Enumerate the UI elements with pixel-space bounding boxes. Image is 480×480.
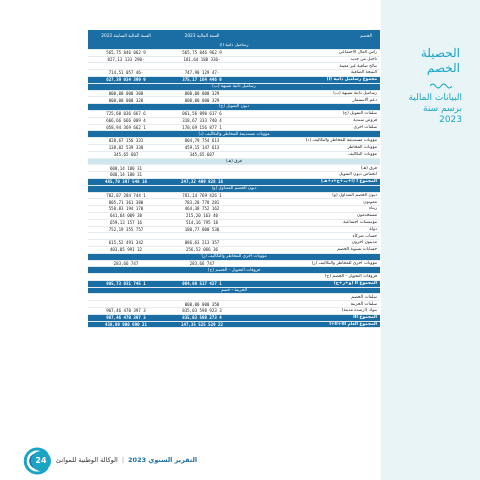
row-label: رساميل ذاتية شبيهة (ب)	[240, 90, 380, 97]
value-previous-year: 757 355 752,19	[88, 226, 164, 233]
value-current-year: 747 283,66	[164, 260, 240, 267]
value-previous-year: 32 991 403,05	[88, 246, 164, 253]
row-label: سلفات أخرى	[240, 124, 380, 131]
row-label: دولة	[240, 226, 380, 233]
value-previous-year: 1 745 031 985,73	[88, 280, 164, 287]
row-label: نتائج صافية غير معينة	[240, 63, 380, 70]
footer-text: التقرير السنوي 2023|الوكالة الوطنية للموانئ	[56, 456, 198, 464]
row-label: زبناء	[240, 206, 380, 213]
balance-sheet-liabilities-table	[88, 30, 380, 328]
table-row	[88, 240, 380, 247]
row-label: مؤونات مستديمة للمخاطر والتكاليف (د)	[240, 138, 380, 145]
row-label: مستخدمون	[240, 212, 380, 219]
value-previous-year	[88, 301, 164, 308]
value-current-year: 1 426 769 781,14	[164, 192, 240, 199]
table-row	[88, 260, 380, 267]
row-label: حسابات تسوية الخصم	[240, 246, 380, 253]
title-line-2: الخصم	[426, 61, 460, 75]
row-label: المجموع العام I+II+III	[240, 321, 380, 328]
value-current-year: -47 129 747,90	[164, 70, 240, 77]
value-previous-year: 3 397 470 967,46	[88, 314, 164, 321]
value-previous-year	[88, 294, 164, 301]
value-current-year: 530 000 180,77	[164, 226, 240, 233]
value-previous-year	[88, 233, 164, 240]
total-row	[88, 321, 380, 328]
value-current-year: 329 000 000,00	[164, 97, 240, 104]
table-row	[88, 172, 380, 179]
value-current-year	[164, 165, 240, 172]
value-current-year: 1 427 517 064,80	[164, 280, 240, 287]
table-row	[88, 49, 380, 56]
table-row	[88, 117, 380, 124]
row-label: حساب شركاء	[240, 233, 380, 240]
value-current-year: -336 188 181,64	[164, 56, 240, 63]
title-line-1: الحصيلة	[420, 46, 460, 60]
report-title: التقرير السنوي 2023	[128, 456, 198, 464]
section-header-row	[88, 131, 380, 138]
section-header-row	[88, 287, 380, 294]
value-previous-year: 38 009 641,64	[88, 212, 164, 219]
value-previous-year: 31 180 608,14	[88, 165, 164, 172]
row-label: مؤسسات اجتماعية	[240, 219, 380, 226]
value-current-year: 9 962 846 565,75	[164, 49, 240, 56]
page-footer	[0, 443, 480, 480]
table-row	[88, 212, 380, 219]
section-header-label: ديون الخصم المتداول (و)	[88, 185, 380, 192]
section-header-label: رساميل ذاتية (أ)	[88, 43, 380, 49]
agency-name: الوكالة الوطنية للموانئ	[56, 456, 118, 464]
row-label: دعم الاستثمار	[240, 97, 380, 104]
value-previous-year: 380 361 805,71	[88, 199, 164, 206]
table-row	[88, 246, 380, 253]
section-header-row	[88, 267, 380, 274]
header-item: الخصم	[240, 30, 380, 43]
section-title	[421, 46, 460, 76]
subtitle-line-1: البيانات المالية	[408, 93, 462, 103]
value-previous-year: -290 133 827,13	[88, 56, 164, 63]
value-current-year: 607 345,65	[164, 151, 240, 158]
value-previous-year: 330 539 138,02	[88, 144, 164, 151]
value-current-year	[164, 294, 240, 301]
value-previous-year: 331 156 828,67	[88, 138, 164, 145]
section-header-row	[88, 253, 380, 260]
value-previous-year	[88, 274, 164, 281]
table-row	[88, 144, 380, 151]
value-current-year: 329 000 000,00	[164, 90, 240, 97]
row-label: مؤونات المخاطر	[240, 144, 380, 151]
table-row	[88, 56, 380, 63]
value-current-year: 6 617 890 061,56	[164, 110, 240, 117]
value-previous-year: 31 180 608,14	[88, 172, 164, 179]
header-current-year: السنة المالية 2023	[164, 30, 240, 43]
section-header-row	[88, 185, 380, 192]
section-header-label: الخزينة - خصم	[88, 287, 380, 294]
value-current-year: 350 000 000,00	[164, 301, 240, 308]
value-previous-year: 6 667 036 725,60	[88, 110, 164, 117]
row-label: سلفات الخزينة	[240, 301, 380, 308]
row-label: النتيجة الصافية	[240, 70, 380, 77]
row-label: المجموع I (أ+ب+ج+د+هـ)	[240, 178, 380, 185]
value-current-year	[164, 172, 240, 179]
side-panel	[381, 0, 480, 480]
section-header-row	[88, 104, 380, 111]
row-label: بنوك (أرصدة مدينة)	[240, 308, 380, 315]
value-previous-year: 9 399 034 627,39	[88, 76, 164, 83]
value-current-year: 36 066 256,52	[164, 246, 240, 253]
value-previous-year: -46 057 714,51	[88, 70, 164, 77]
value-current-year	[164, 63, 240, 70]
table-row	[88, 294, 380, 301]
table-header-row	[88, 30, 380, 43]
subtitle-line-3: 2023	[439, 115, 462, 125]
row-label: رأس المال الاجتماعي	[240, 49, 380, 56]
section-header-label: فروقات التحويل - الخصم (ح)	[88, 267, 380, 274]
value-previous-year: 342 491 615,52	[88, 240, 164, 247]
value-previous-year: 3 397 470 967,46	[88, 308, 164, 315]
value-current-year: 22 529 525 147,35	[164, 321, 240, 328]
total-row	[88, 280, 380, 287]
value-current-year: 281 778 783,28	[164, 199, 240, 206]
table-row	[88, 274, 380, 281]
table-row	[88, 110, 380, 117]
row-label: فرق (هـ)	[240, 165, 380, 172]
value-previous-year: 300 000 000,00	[88, 90, 164, 97]
row-label: سلفات التمويل (ج)	[240, 110, 380, 117]
table-row	[88, 301, 380, 308]
row-label: ممونون	[240, 199, 380, 206]
row-label: تأجيل من جديد	[240, 56, 380, 63]
value-current-year: 18 795 514,16	[164, 219, 240, 226]
table-row	[88, 206, 380, 213]
value-current-year: 4 273 598 835,03	[164, 314, 240, 321]
value-previous-year: 320 000 000,00	[88, 97, 164, 104]
row-label: المجموع III	[240, 314, 380, 321]
value-current-year: 3 923 598 835,03	[164, 308, 240, 315]
value-current-year: 16 828 409 247,32	[164, 178, 240, 185]
table-row	[88, 192, 380, 199]
section-header-label: فرق (هـ)	[88, 158, 380, 165]
section-header-label: ديون التمويل (ج)	[88, 104, 380, 111]
total-row	[88, 76, 380, 83]
total-row	[88, 178, 380, 185]
value-current-year: 4 740 333 318,67	[164, 117, 240, 124]
value-current-year: 9 446 164 375,17	[164, 76, 240, 83]
row-label: مدينون آخرون	[240, 240, 380, 247]
table-body	[88, 43, 380, 328]
row-label: المجموع II (و+ز+ح)	[240, 280, 380, 287]
row-label: مجموع رساميل ذاتية (أ)	[240, 76, 380, 83]
section-header-label: رساميل ذاتية شبيهة (ب)	[88, 83, 380, 90]
row-label: ديون الخصم المتداول (و)	[240, 192, 380, 199]
table-row	[88, 308, 380, 315]
value-previous-year: 1 662 369 058,94	[88, 124, 164, 131]
table-row	[88, 138, 380, 145]
value-current-year: 162 752 464,38	[164, 206, 240, 213]
section-header-row	[88, 83, 380, 90]
page-number: 24	[31, 451, 51, 471]
value-previous-year: 16 548 397 485,70	[88, 178, 164, 185]
row-label: مؤونات أخرى للمخاطر والتكاليف (ز)	[240, 260, 380, 267]
section-header-label: مؤونات أخرى للمخاطر والتكاليف (ز)	[88, 253, 380, 260]
value-current-year	[164, 274, 240, 281]
table-row	[88, 233, 380, 240]
table-row	[88, 97, 380, 104]
table-row	[88, 165, 380, 172]
value-previous-year: 747 283,66	[88, 260, 164, 267]
header-previous-year: السنة المالية السابقة 2022	[88, 30, 164, 43]
value-current-year: 357 213 086,63	[164, 240, 240, 247]
value-previous-year: 21 690 900 438,89	[88, 321, 164, 328]
table-row	[88, 226, 380, 233]
value-previous-year: 9 062 846 565,75	[88, 49, 164, 56]
value-previous-year	[88, 63, 164, 70]
value-current-year: 613 147 459,15	[164, 144, 240, 151]
subtitle-line-2: برسم سنة	[423, 104, 462, 114]
table-row	[88, 90, 380, 97]
row-label: انخفاض ديون التمويل	[240, 172, 380, 179]
value-previous-year: 607 345,65	[88, 151, 164, 158]
row-label: فروقات التحويل - الخصم (ح)	[240, 274, 380, 281]
table-row	[88, 151, 380, 158]
row-label: سلفات الخصم	[240, 294, 380, 301]
table-row	[88, 70, 380, 77]
table-row	[88, 219, 380, 226]
value-previous-year: 170 194 558,83	[88, 206, 164, 213]
value-current-year: 1 877 156 170,69	[164, 124, 240, 131]
value-current-year: 40 163 215,20	[164, 212, 240, 219]
value-previous-year: 16 157 659,13	[88, 219, 164, 226]
total-row	[88, 314, 380, 321]
value-current-year: 613 754 804,79	[164, 138, 240, 145]
row-label: مؤونات التكاليف	[240, 151, 380, 158]
table-row	[88, 124, 380, 131]
table-row	[88, 199, 380, 206]
value-previous-year: 4 009 666 666,66	[88, 117, 164, 124]
wave-divider-icon	[430, 82, 452, 90]
value-previous-year: 1 744 284 702,07	[88, 192, 164, 199]
section-header-row	[88, 158, 380, 165]
value-current-year	[164, 233, 240, 240]
row-label: قروض سندية	[240, 117, 380, 124]
section-subtitle	[409, 93, 462, 126]
section-header-label: مؤونات مستديمة للمخاطر والتكاليف (د)	[88, 131, 380, 138]
table-row	[88, 63, 380, 70]
